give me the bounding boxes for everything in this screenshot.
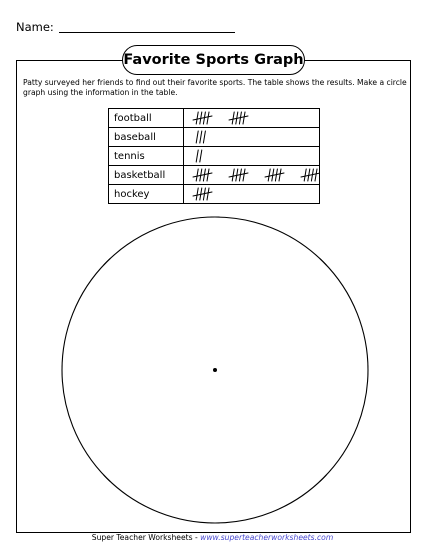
tally-stroke [304,169,306,181]
sport-name: hockey [109,185,184,204]
tally-row-baseball [109,128,320,147]
tally-cross-stroke [193,116,212,120]
name-line[interactable] [59,32,235,33]
tally-stroke [196,131,198,143]
circle-tick-mark [320,259,326,265]
footer-url[interactable]: www.superteacherworksheets.com [200,533,334,542]
sport-name: football [109,109,184,128]
blank-circle-graph[interactable] [55,213,375,533]
instructions-text: Patty surveyed her friends to find out their favorite sports. The table shows the results. Make a circle graph using the information in the table. [23,78,407,97]
circle-center-dot [213,368,217,372]
tally-stroke [196,112,198,124]
tally-row-football [109,109,320,128]
circle-tick-mark [104,259,110,265]
tally-stroke [196,188,198,200]
tally-marks [184,128,320,147]
name-label: Name: [16,20,54,34]
tally-stroke [315,169,317,181]
tally-mark-drawing [184,147,319,165]
tally-stroke [200,131,202,143]
tally-stroke [207,112,209,124]
tally-stroke [243,112,245,124]
tally-row-hockey [109,185,320,204]
tally-mark-drawing [184,109,319,127]
tally-cross-stroke [229,173,248,177]
tally-cross-stroke [193,192,212,196]
sport-name: baseball [109,128,184,147]
worksheet-title: Favorite Sports Graph [122,45,305,75]
tally-cross-stroke [193,173,212,177]
tally-stroke [232,169,234,181]
tally-stroke [232,112,234,124]
tally-stroke [268,169,270,181]
circle-tick-mark [320,475,326,481]
tally-stroke [279,169,281,181]
tally-marks [184,166,320,185]
tally-mark-drawing [184,128,319,146]
tally-stroke [207,169,209,181]
footer [0,533,425,543]
tally-marks [184,185,320,204]
sport-name: basketball [109,166,184,185]
sport-name: tennis [109,147,184,166]
tally-stroke [203,131,205,143]
tally-marks [184,109,320,128]
tally-row-tennis [109,147,320,166]
circle-tick-mark [104,475,110,481]
tally-stroke [196,150,198,162]
tally-mark-drawing [184,185,319,203]
tally-stroke [196,169,198,181]
tally-mark-drawing [184,166,319,184]
tally-stroke [207,188,209,200]
tally-table [108,108,320,204]
footer-site-name: Super Teacher Worksheets [91,533,193,542]
footer-separator: - [192,533,201,542]
tally-stroke [200,150,202,162]
tally-cross-stroke [265,173,284,177]
tally-stroke [243,169,245,181]
tally-marks [184,147,320,166]
tally-cross-stroke [229,116,248,120]
tally-row-basketball [109,166,320,185]
